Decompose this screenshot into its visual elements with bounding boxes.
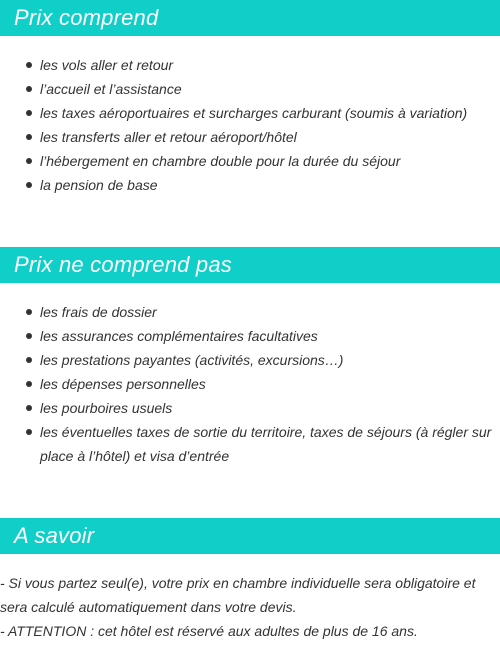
bullet-icon	[26, 134, 32, 140]
section-title-included: Prix comprend	[0, 0, 500, 36]
bullet-icon	[26, 381, 32, 387]
list-item-text: les dépenses personnelles	[40, 376, 206, 392]
list-item-text: l’accueil et l’assistance	[40, 81, 182, 97]
list-item-text: l’hébergement en chambre double pour la durée du séjour	[40, 153, 401, 169]
list-item-text: les éventuelles taxes de sortie du territoire, taxes de séjours (à régler sur place à l’hôtel) et visa d’entrée	[40, 424, 492, 464]
bullet-icon	[26, 86, 32, 92]
list-item-text: les transferts aller et retour aéroport/hôtel	[40, 129, 297, 145]
section-title-excluded: Prix ne comprend pas	[0, 247, 500, 283]
list-item	[0, 149, 500, 173]
bullet-icon	[26, 333, 32, 339]
bullet-icon	[26, 357, 32, 363]
list-item	[0, 420, 500, 468]
section-title-info: A savoir	[0, 518, 500, 554]
info-text	[0, 571, 490, 643]
list-item-text: les taxes aéroportuaires et surcharges carburant (soumis à variation)	[40, 105, 468, 121]
info-line: - Si vous partez seul(e), votre prix en chambre individuelle sera obligatoire et sera calculé automatiquement dans votre devis.	[0, 575, 476, 615]
list-item-text: les assurances complémentaires facultatives	[40, 328, 318, 344]
bullet-icon	[26, 182, 32, 188]
info-line: - ATTENTION : cet hôtel est réservé aux adultes de plus de 16 ans.	[0, 623, 418, 639]
list-item	[0, 324, 500, 348]
list-item-text: les vols aller et retour	[40, 57, 174, 73]
bullet-icon	[26, 309, 32, 315]
list-item	[0, 372, 500, 396]
list-item-text: la pension de base	[40, 177, 158, 193]
included-list	[0, 53, 500, 197]
list-item	[0, 300, 500, 324]
list-item	[0, 173, 500, 197]
bullet-icon	[26, 110, 32, 116]
bullet-icon	[26, 62, 32, 68]
list-item	[0, 396, 500, 420]
list-item-text: les frais de dossier	[40, 304, 157, 320]
bullet-icon	[26, 405, 32, 411]
list-item	[0, 53, 500, 77]
list-item	[0, 125, 500, 149]
list-item	[0, 77, 500, 101]
list-item	[0, 348, 500, 372]
list-item-text: les prestations payantes (activités, excursions…)	[40, 352, 344, 368]
list-item-text: les pourboires usuels	[40, 400, 173, 416]
excluded-list	[0, 300, 500, 468]
list-item	[0, 101, 500, 125]
bullet-icon	[26, 158, 32, 164]
bullet-icon	[26, 429, 32, 435]
